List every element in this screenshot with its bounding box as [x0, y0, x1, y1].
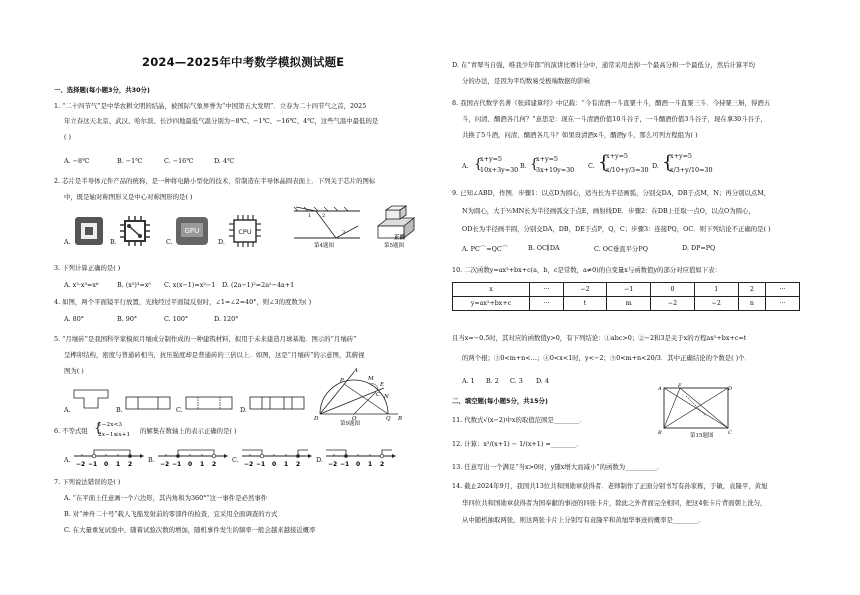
svg-text:−2: −2: [244, 461, 254, 468]
q2-line1: 2. 芯片是半导体元件产品的统称，是一种将电路小型化的技术，常制造在半导体晶圆表面上．下列关于芯片的图标: [54, 177, 376, 185]
q8-brace-d: {: [662, 152, 674, 173]
svg-text:−1: −1: [88, 461, 98, 468]
q6-option-d[interactable]: D.: [316, 456, 323, 464]
q7-line: 7. 下列说法错误的是( ): [54, 478, 121, 486]
q8-b-eq1: x+y=5: [536, 155, 558, 163]
top-view-a-shape: [72, 386, 110, 412]
q5-option-d[interactable]: D.: [240, 406, 247, 414]
table-cell: m: [607, 297, 651, 311]
q9-line1: 9. 已知∠ABD，作图．步骤1：以点D为圆心，适当长为半径画弧，分别交DA，DB于点M，N；再分别以点M，: [452, 189, 771, 197]
svg-text:C: C: [376, 392, 381, 398]
q5-option-a[interactable]: A.: [64, 406, 71, 414]
q8-option-d[interactable]: D.: [652, 162, 659, 170]
q6-system-eq2: 2x−1≤x+1: [98, 432, 131, 438]
q8-b-eq2: 3x+10y=30: [536, 166, 575, 174]
table-cell: −1: [607, 283, 651, 297]
svg-text:0: 0: [188, 461, 193, 468]
q7-option-d-line1[interactable]: D. 在“青翠当自强，唯我少年郎”的演讲比赛计分中，通常采用去掉一个最高分和一个最低分，然后计算平均: [452, 61, 756, 69]
q4-option-b[interactable]: B. 90°: [117, 315, 138, 323]
q8-option-b[interactable]: B.: [520, 162, 527, 170]
table-cell: −2: [694, 297, 738, 311]
q8-option-a[interactable]: A.: [462, 162, 469, 170]
q9-option-c[interactable]: C. OC垂直平分PQ: [594, 245, 648, 253]
table-cell: n: [738, 297, 766, 311]
q5-option-c[interactable]: C.: [176, 406, 183, 414]
q2-option-d[interactable]: D.: [218, 238, 225, 246]
number-line-b: [156, 446, 228, 468]
svg-text:1: 1: [116, 461, 121, 468]
q4-option-c[interactable]: C. 100°: [164, 315, 189, 323]
q1-line1: 1. “二十四节气”是中华农耕文明的结晶，被国际气象界誉为“中国第五大发明”．立春为二十四节气之首，2025: [54, 102, 367, 110]
q1-option-b[interactable]: B. −1℃: [117, 157, 143, 165]
table-cell: 2: [738, 283, 766, 297]
q10-option-b[interactable]: B. 2: [486, 377, 499, 385]
q10-option-d[interactable]: D. 4: [536, 377, 550, 385]
svg-text:−1: −1: [340, 461, 350, 468]
svg-text:Q: Q: [386, 416, 391, 422]
q12-line: 12. 计算：x²/(x+1) − 1/(x+1) =________．: [452, 440, 583, 448]
number-line-c: [240, 446, 312, 468]
q6-system-eq1: 1−2x<3: [98, 422, 123, 428]
table-row: [453, 297, 800, 311]
q14-line2: 华四位共和国勋章获得者为国奉献的事迹的四张卡片，除此之外背面完全相同，把这4张卡片背面朝上洗匀，: [462, 499, 767, 507]
chip-icon-b: [118, 214, 152, 248]
q8-a-eq2: 10x+3y=30: [480, 166, 519, 174]
svg-text:3: 3: [342, 230, 346, 236]
table-cell: y=ax²+bx+c: [453, 297, 530, 311]
q4-option-d[interactable]: D. 120°: [214, 315, 239, 323]
q5-line3: 图为( ): [64, 367, 84, 375]
q8-d-eq2: x/3+y/10=30: [670, 166, 713, 174]
q7-option-b[interactable]: B. 对“神舟二十号”载人飞船发射前的零部件的检查，宜采用全面调查的方式: [64, 510, 278, 518]
svg-text:C: C: [728, 430, 732, 436]
page-title: 2024—2025年中考数学模拟测试题E: [142, 55, 345, 69]
q3-option-d[interactable]: D. (2a−1)²=2a²−4a+1: [222, 281, 295, 289]
svg-text:1: 1: [308, 213, 312, 219]
q14-line1: 14. 截止2024年9月，我国共13位共和国勋章获得者．老师制作了正面分别书写有孙家栋，于敏，袁隆平，黄旭: [452, 482, 768, 490]
svg-text:O: O: [352, 416, 357, 422]
q10-line3: 的两个根；③0<m+n<…；④0<x<1时，y<−2；⑤0<m+n<20/3．其中正确结论的个数是( )个．: [462, 354, 751, 362]
q8-brace-a: {: [474, 157, 483, 172]
q8-d-eq1: x+y=5: [670, 152, 692, 160]
svg-text:2: 2: [296, 461, 301, 468]
q7-option-a[interactable]: A. “在平面上任意画一个六边形，其内角和为360°”这一事件是必然事件: [64, 494, 268, 502]
svg-text:−1: −1: [172, 461, 182, 468]
fig5-label: 第5题图: [384, 243, 404, 249]
q3-option-c[interactable]: C. x(x−1)=x²−1: [164, 281, 216, 289]
q8-c-eq2: x/10+y/3=30: [606, 166, 649, 174]
section-choice-header: 一、选择题(每小题3分，共30分): [54, 86, 150, 94]
top-view-b-shape: [124, 394, 172, 412]
q10-option-c[interactable]: C. 3: [510, 377, 523, 385]
table-cell: 0: [651, 283, 695, 297]
q6-option-c[interactable]: C.: [232, 456, 239, 464]
number-line-a: [72, 446, 144, 468]
q3-line: 3. 下列计算正确的是( ): [54, 264, 121, 272]
q8-c-eq1: x+y=5: [606, 152, 628, 160]
q2-option-b[interactable]: B.: [110, 238, 117, 246]
q9-option-b[interactable]: B. OC∥DA: [528, 244, 560, 252]
q11-line: 11. 代数式√(x−2)中x的取值范围是________．: [452, 416, 586, 424]
q2-option-c[interactable]: C.: [166, 238, 173, 246]
q4-option-a[interactable]: A. 80°: [64, 315, 85, 323]
q3-option-a[interactable]: A. x²·x³=x⁶: [64, 281, 99, 289]
table-cell: −2: [651, 297, 695, 311]
svg-text:2: 2: [322, 213, 326, 219]
q8-a-eq1: x+y=5: [480, 155, 502, 163]
svg-text:0: 0: [272, 461, 277, 468]
svg-text:−2: −2: [328, 461, 338, 468]
svg-text:F: F: [678, 383, 682, 389]
q5-line1: 5. “月壤砖”是我国科学家模拟月壤成分制作成的一种建筑材料，拟用于未来建造月球基地．图示的“月壤砖”: [54, 335, 357, 343]
q9-line2: N为圆心，大于½MN长为半径画弧交于点E，画射线DE．步骤2：在DB上任取一点O，以点O为圆心，: [462, 207, 755, 215]
svg-text:1: 1: [284, 461, 289, 468]
q1-line2: 年立春这天北京、武汉、哈尔滨、长沙四地最低气温分别为−8℃、−1℃、−16℃、4℃，这些气温中最低的是: [64, 117, 379, 125]
q9-option-d[interactable]: D. DP=PQ: [682, 244, 716, 252]
q8-option-c[interactable]: C.: [588, 162, 595, 170]
svg-text:D: D: [314, 416, 319, 422]
q6-tail: 的解集在数轴上的表示正确的是( ): [140, 427, 237, 435]
q1-option-c[interactable]: C. −16℃: [164, 157, 194, 165]
fig5-front-label: 正面: [394, 235, 406, 241]
svg-text:E: E: [380, 382, 385, 388]
semicircle-construction-figure: [314, 366, 406, 422]
q7-option-d-line2: 分的办法，是因为平均数易受极端数据的影响: [462, 77, 590, 85]
q1-option-a[interactable]: A. −8℃: [64, 157, 90, 165]
svg-text:A: A: [354, 368, 358, 374]
q9-line3: OD长为半径画半圆，分别交DA，DB，DE于点P，Q，C；步骤3：连接PQ，OC．则下列结论不正确的是( ): [462, 225, 771, 233]
gpu-text: GPU: [184, 227, 200, 235]
cpu-chip-icon: [228, 214, 262, 248]
q10-line2: 且当x=−0.5时，其对应的函数值y>0，有下列结论：①abc>0；②−2和3是关于x的方程ax²+bx+c=t: [452, 334, 747, 342]
q8-line2: 斗，问清、醑酒各几何？”意思是：现在一斗清酒价值10斗谷子，一斗醑酒价值3斗谷子，现在拿30斗谷子，: [462, 115, 767, 123]
top-view-c-shape: [184, 394, 234, 412]
q8-brace-c: {: [598, 152, 610, 173]
q8-line1: 8. 我国古代数学名著《张邱建算经》中记载：“今有清酒一斗直粟十斗，醑酒一斗直粟三斗．今持粟三斛，得酒五: [452, 99, 771, 107]
q10-line1: 10. 二次函数y=ax²+bx+c(a，b，c是常数，a≠0)的自变量x与函数值y的部分对应值如下表：: [452, 266, 721, 274]
svg-text:M: M: [368, 376, 374, 382]
q2-line2: 中，既是轴对称图形又是中心对称图形的是( ): [64, 193, 193, 201]
fig9-label: 第9题图: [340, 421, 360, 427]
table-cell: t: [563, 297, 607, 311]
svg-text:P: P: [340, 378, 344, 384]
top-view-d-shape: [248, 394, 306, 412]
q1-line3: ( ): [64, 133, 72, 141]
q5-line2: 呈榫卯结构，密度与普通砖相当，抗压强度却是普通砖的三倍以上．如图，这是“月壤砖”的示意图，其俯视: [64, 351, 365, 359]
q10-option-a[interactable]: A. 1: [462, 377, 475, 385]
svg-text:1: 1: [368, 461, 373, 468]
table-cell: ···: [530, 283, 564, 297]
cpu-text: CPU: [238, 228, 252, 236]
q13-line: 13. 任意写出一个满足“当x>0时，y随x增大而减小”的函数为__________．: [452, 463, 664, 471]
section-fill-header: 二、填空题(每小题5分，共15分): [452, 397, 548, 405]
number-line-d: [324, 446, 396, 468]
q4-line: 4. 如图，两个平面镜平行放置，光线经过平面镜反射时，∠1=∠2=40°，则∠3的度数为( ): [54, 298, 312, 306]
chip-icon-a: [72, 214, 106, 248]
value-table: [452, 282, 800, 311]
svg-text:B: B: [658, 430, 662, 436]
svg-text:D: D: [728, 386, 733, 392]
svg-text:−2: −2: [160, 461, 170, 468]
table-cell: ···: [766, 283, 800, 297]
q6-option-b[interactable]: B.: [148, 456, 155, 464]
table-cell: ···: [766, 297, 800, 311]
svg-text:B: B: [398, 416, 403, 422]
q8-line3: 共换了5斗酒，问清，醑酒各几斗？如果设清酒x斗，醑酒y斗，那么可列方程组为( ): [462, 131, 698, 139]
fig4-label: 第4题图: [314, 243, 334, 249]
table-row: [453, 283, 800, 297]
q14-line3: 从中随机抽取两张，则这两张卡片上分别写有袁隆平和黄旭华事迹的概率是________．: [462, 516, 705, 524]
q5-option-b[interactable]: B.: [116, 406, 123, 414]
svg-text:2: 2: [380, 461, 385, 468]
table-cell: ···: [530, 297, 564, 311]
q6-brace: {: [94, 421, 103, 436]
table-cell: −2: [563, 283, 607, 297]
table-cell: 1: [694, 283, 738, 297]
svg-text:−2: −2: [76, 461, 86, 468]
q6-option-a[interactable]: A.: [64, 456, 71, 464]
svg-text:1: 1: [200, 461, 205, 468]
q3-option-b[interactable]: B. (x²)³=x⁵: [117, 281, 151, 289]
svg-text:−1: −1: [256, 461, 266, 468]
q8-brace-b: {: [530, 157, 539, 172]
table-cell: x: [453, 283, 530, 297]
q6-prefix: 6. 不等式组: [54, 427, 88, 435]
svg-text:N: N: [384, 394, 389, 400]
gpu-chip-icon: [174, 214, 210, 248]
fig15-label: 第15题图: [690, 433, 714, 439]
q1-option-d[interactable]: D. 4℃: [214, 157, 235, 165]
q9-option-a[interactable]: A. PC⌒=QC⌒: [462, 245, 509, 253]
svg-text:0: 0: [104, 461, 109, 468]
rectangle-diagonal-figure: [656, 382, 734, 438]
q2-option-a[interactable]: A.: [64, 238, 71, 246]
svg-text:A: A: [658, 386, 662, 392]
svg-text:2: 2: [212, 461, 217, 468]
q7-option-c[interactable]: C. 在大量重复试验中，随着试验次数的增加，随机事件发生的频率一般会越来越接近概率: [64, 526, 316, 534]
svg-text:2: 2: [128, 461, 133, 468]
svg-text:0: 0: [356, 461, 361, 468]
